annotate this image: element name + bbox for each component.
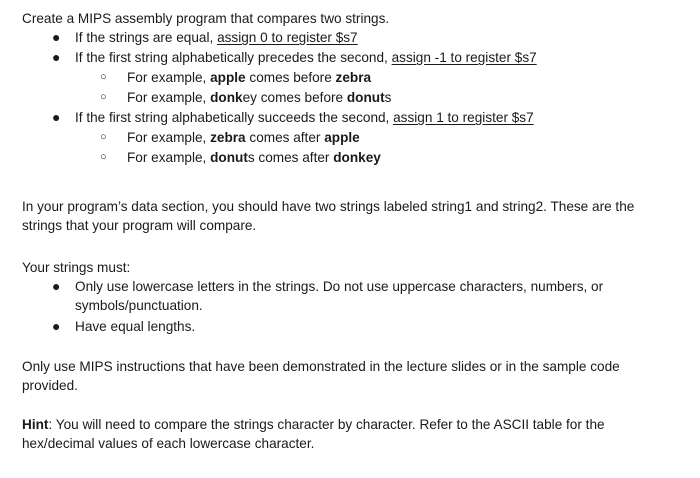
example-text: For example, [127,90,211,105]
example-word: donut [210,150,248,165]
bullet-icon: ● [52,49,61,65]
hint-text: : You will need to compare the strings character by character. Refer to the ASCII table for the [48,417,605,432]
example-word: zebra [335,70,372,85]
example-text: comes before [245,70,336,85]
bullet-icon: ● [52,29,61,45]
example-item [127,88,391,107]
hint-para [22,415,605,434]
rule-text: If the first string alphabetically precedes the second, [75,50,392,65]
example-item [127,128,360,147]
bullet-icon: ● [52,278,61,294]
data-section-para-cont: strings that your program will compare. [22,218,257,233]
instructions-para: Only use MIPS instructions that have been demonstrated in the lecture slides or in the sample code [22,359,620,374]
example-text: comes after [245,130,325,145]
example-text: s [384,90,392,105]
example-text: For example, [127,70,211,85]
intro-text: Create a MIPS assembly program that compares two strings. [22,11,390,26]
example-item [127,148,381,167]
bullet-icon: ● [52,109,61,125]
example-word: apple [324,130,360,145]
example-item [127,68,371,87]
hint-label: Hint [22,417,49,432]
strings-heading: Your strings must: [22,260,131,275]
data-section-para: In your program’s data section, you should have two strings labeled string1 and string2. These are the [22,199,635,214]
rule-underlined: assign 1 to register $s7 [393,110,534,125]
example-text: s comes after [247,150,334,165]
circle-bullet-icon: ○ [100,131,107,143]
instructions-para-cont: provided. [22,378,78,393]
rule-precedes [75,48,537,67]
example-text: For example, [127,130,211,145]
example-word: zebra [210,130,246,145]
example-text: ey comes before [242,90,347,105]
circle-bullet-icon: ○ [100,151,107,163]
requirement-lowercase: Only use lowercase letters in the strings. Do not use uppercase characters, numbers, or [75,279,604,294]
example-word: donk [210,90,243,105]
hint-para-cont: hex/decimal values of each lowercase character. [22,436,315,451]
circle-bullet-icon: ○ [100,91,107,103]
example-word: donut [346,90,385,105]
rule-text: If the first string alphabetically succeeds the second, [75,110,394,125]
rule-equal [75,28,358,47]
example-word: donkey [333,150,381,165]
circle-bullet-icon: ○ [100,71,107,83]
example-text: For example, [127,150,211,165]
rule-text: If the strings are equal, [75,30,218,45]
example-word: apple [210,70,246,85]
requirement-equal-length: Have equal lengths. [75,319,196,334]
requirement-lowercase-cont: symbols/punctuation. [75,298,203,313]
bullet-icon: ● [52,318,61,334]
rule-succeeds [75,108,534,127]
rule-underlined: assign -1 to register $s7 [391,50,537,65]
rule-underlined: assign 0 to register $s7 [217,30,358,45]
